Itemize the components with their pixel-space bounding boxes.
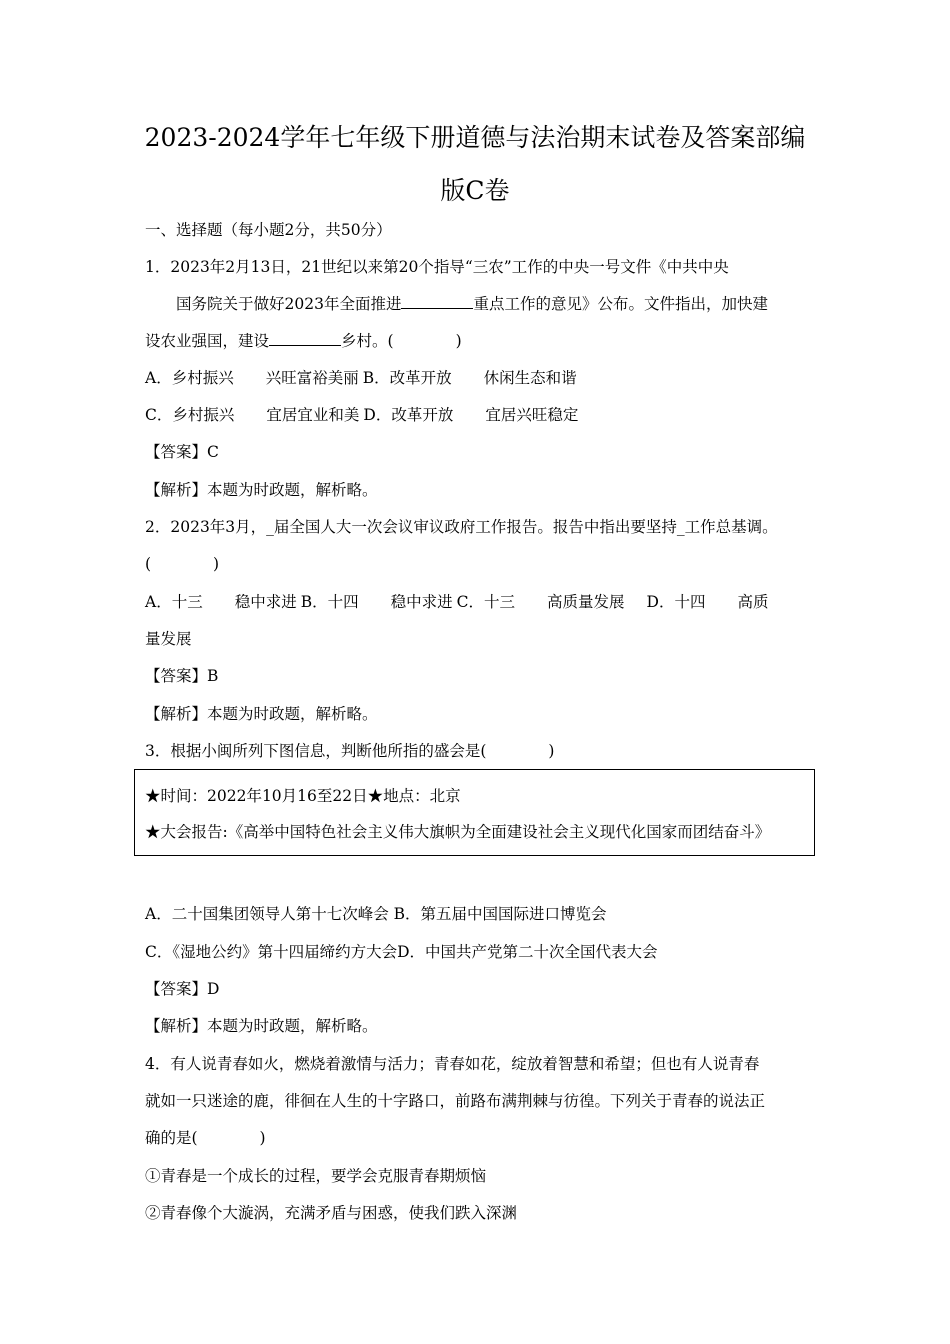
q4-stem-line1: 4．有人说青春如火，燃烧着激情与活力；青春如花，绽放着智慧和希望；但也有人说青春 bbox=[145, 1055, 760, 1073]
q1-option-a-label: A．乡村振兴 bbox=[145, 369, 234, 387]
q2-option-b-value: 稳中求进 bbox=[390, 593, 453, 611]
q3-stem: 3．根据小闽所列下图信息，判断他所指的盛会是( ) bbox=[145, 742, 555, 760]
q3-info-time-place: ★时间：2022年10月16至22日★地点：北京 bbox=[145, 787, 461, 805]
q2-analysis: 【解析】本题为时政题，解析略。 bbox=[145, 705, 378, 723]
q1-stem-line3-part1: 设农业强国，建设 bbox=[145, 332, 270, 350]
doc-title-line2: 版C卷 bbox=[440, 176, 510, 205]
q2-options bbox=[145, 591, 768, 613]
q2-option-c-label: C．十三 bbox=[456, 593, 515, 611]
q1-options-ab bbox=[145, 367, 577, 389]
q2-option-d-value: 高质 bbox=[737, 593, 769, 611]
q2-option-a-value: 稳中求进 bbox=[234, 593, 297, 611]
q1-option-c-label: C．乡村振兴 bbox=[145, 406, 235, 424]
q4-item-2: ②青春像个大漩涡，充满矛盾与困惑，使我们跌入深渊 bbox=[145, 1204, 518, 1222]
q3-options-cd: C．《湿地公约》第十四届缔约方大会D．中国共产党第二十次全国代表大会 bbox=[145, 943, 658, 961]
q2-stem-line1: 2．2023年3月，_届全国人大一次会议审议政府工作报告。报告中指出要坚持_工作总基调。 bbox=[145, 518, 778, 536]
q1-option-d-label: D．改革开放 bbox=[363, 406, 454, 424]
q2-option-a-label: A．十三 bbox=[145, 593, 203, 611]
q3-info-box bbox=[134, 769, 815, 856]
q1-option-a-value: 兴旺富裕美丽 bbox=[265, 369, 359, 387]
q1-stem-line2-part2: 重点工作的意见》公布。文件指出，加快建 bbox=[473, 295, 768, 313]
q1-option-d-value: 宜居兴旺稳定 bbox=[485, 406, 579, 424]
q1-option-b-label: B．改革开放 bbox=[362, 369, 452, 387]
q2-answer: 【答案】B bbox=[145, 667, 219, 685]
q3-info-report: ★大会报告:《高举中国特色社会主义伟大旗帜为全面建设社会主义现代化国家而团结奋斗》 bbox=[145, 823, 771, 841]
q1-stem-line2 bbox=[176, 293, 768, 315]
q1-option-c-value: 宜居宜业和美 bbox=[266, 406, 360, 424]
q4-stem-line3: 确的是( ) bbox=[145, 1129, 266, 1147]
q1-blank-2 bbox=[269, 331, 341, 346]
q1-stem-line3 bbox=[145, 330, 462, 352]
q1-stem-line1: 1．2023年2月13日，21世纪以来第20个指导“三农”工作的中央一号文件《中共中央 bbox=[145, 258, 729, 276]
q2-option-c-value: 高质量发展 bbox=[547, 593, 625, 611]
q2-option-b-label: B．十四 bbox=[300, 593, 359, 611]
q1-stem-line3-part2: 乡村。( ) bbox=[341, 332, 462, 350]
q3-answer: 【答案】D bbox=[145, 980, 220, 998]
q1-stem-line2-part1: 国务院关于做好2023年全面推进 bbox=[176, 295, 402, 313]
q2-option-d-continuation: 量发展 bbox=[145, 630, 192, 648]
q1-options-cd bbox=[145, 404, 578, 426]
q3-options-ab: A．二十国集团领导人第十七次峰会 B．第五届中国国际进口博览会 bbox=[145, 905, 607, 923]
q2-option-d-label: D．十四 bbox=[646, 593, 706, 611]
q1-analysis: 【解析】本题为时政题，解析略。 bbox=[145, 481, 378, 499]
q4-stem-line2: 就如一只迷途的鹿，徘徊在人生的十字路口，前路布满荆棘与彷徨。下列关于青春的说法正 bbox=[145, 1092, 766, 1110]
q1-blank-1 bbox=[401, 294, 473, 309]
section-heading: 一、选择题（每小题2分，共50分） bbox=[145, 221, 392, 239]
q2-stem-line2: ( ) bbox=[145, 555, 220, 573]
doc-title-line1: 2023-2024学年七年级下册道德与法治期末试卷及答案部编 bbox=[144, 123, 806, 152]
q4-item-1: ①青春是一个成长的过程，要学会克服青春期烦恼 bbox=[145, 1167, 487, 1185]
q3-analysis: 【解析】本题为时政题，解析略。 bbox=[145, 1017, 378, 1035]
q1-answer: 【答案】C bbox=[145, 443, 219, 461]
q1-option-b-value: 休闲生态和谐 bbox=[483, 369, 577, 387]
